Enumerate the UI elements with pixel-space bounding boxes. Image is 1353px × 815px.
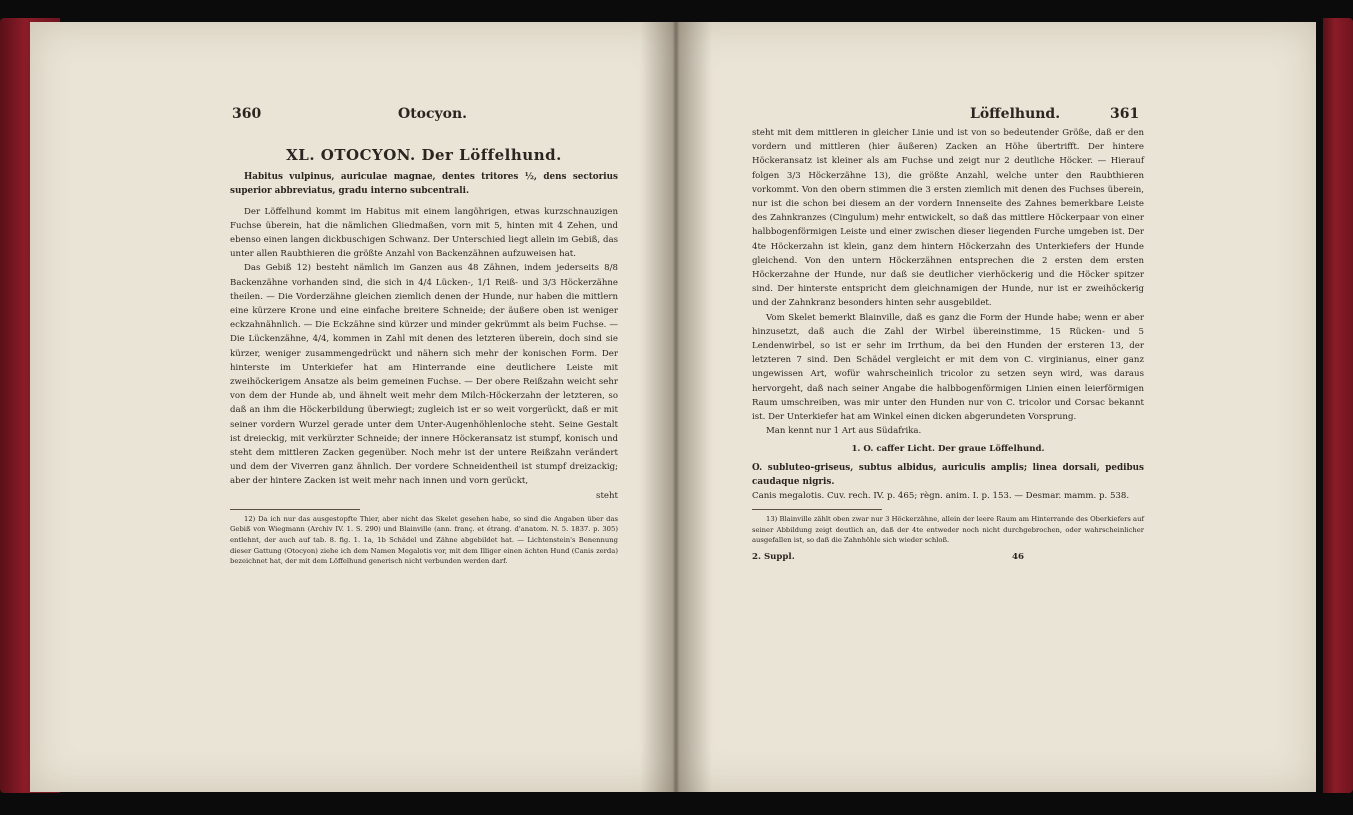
species-heading: 1. O. caffer Licht. Der graue Löffelhund. (851, 444, 1045, 455)
right-paragraph-1: steht mit dem mittleren in gleicher Linie und ist von so bedeutender Größe, daß er den vordern und mittleren (hier äußeren) Zacken an Höhe übertrifft. Der hintere Höckeransatz ist kleiner als am Fuchse und zeigt nur 2 deutliche Höcker. — Hierauf folgen 3/3 Höckerzähne 13), die größte Anzahl, welche unter den Raubthieren vorkommt. Von den obern stimmen die 3 ersten ziemlich mit denen des Fuchses überein, nur ist die schon bei diesem an der vordern Innenseite des Zahnes bemerkbare Leiste des Zahnkranzes (Cingulum) mehr entwickelt, so daß das mittlere Höckerpaar von einer halbbogenförmigen Leiste und einer zwischen dieser liegenden Furche umgeben ist. Der 4te Höckerzahn ist klein, ganz dem hintern Höckerzahn des Unterkiefers der Hunde gleichend. Von den untern Höckerzähnen entsprechen die 2 ersten dem ersten Höckerzahne der Hunde, nur daß sie deutlicher vierhöckerig und die Höcker spitzer sind. Der hinterste entspricht dem gleichnamigen der Hunde, nur ist er zweihöckerig und der Zahnkranz besonders hinten sehr ausgebildet. (752, 128, 1144, 309)
footnote-rule-right (752, 509, 882, 510)
right-paragraph-2: Vom Skelet bemerkt Blainville, daß es ganz die Form der Hunde habe; wenn er aber hinzusetzt, daß auch die Zahl der Wirbel übereinstimme, 15 Rücken- und 5 Lendenwirbel, so ist er sehr im Irrthum, da bei den Hunden der ersteren 13, der letzteren 7 sind. Den Schädel vergleicht er mit dem von C. virginianus, einer ganz ungewissen Art, wofür wahrscheinlich tricolor zu setzen seyn wird, was daraus hervorgeht, daß nach seiner Angabe die halbbogenförmigen Linien einen leierförmigen Raum umschreiben, was mir unter den Hunden nur von C. tricolor und Corsac bekannt ist. Der Unterkiefer hat am Winkel einen dicken abgerundeten Vorsprung. (752, 312, 1144, 423)
synonymy: Canis megalotis. Cuv. rech. IV. p. 465; règn. anim. I. p. 153. — Desmar. mamm. p. 538. (752, 491, 1130, 502)
sheet-number: 46 (1012, 552, 1024, 563)
left-paragraph-2: Das Gebiß 12) besteht nämlich im Ganzen aus 48 Zähnen, indem jederseits 8/8 Backenzähne vorhanden sind, die sich in 4/4 Lücken-, 1/1 Reiß- und 3/3 Höckerzähne theilen. — Die Vorderzähne gleichen ziemlich denen der Hunde, nur haben die mittlern eine kürzere Krone und eine einfache breitere Schneide; der äußere oben ist weniger eckzahnähnlich. — Die Eckzähne sind kürzer und minder gekrümmt als beim Fuchse. — Die Lückenzähne, 4/4, kommen in Zahl mit denen des letzteren überein, doch sind sie kürzer, weniger zusammengedrückt und nähern sich mehr der konischen Form. Der hinterste im Unterkiefer hat am Hinterrande eine deutlichere Leiste mit zweihöckerigem Ansatze als beim gemeinen Fuchse. — Der obere Reißzahn weicht sehr von dem der Hunde ab, und ähnelt weit mehr dem Milch-Höckerzahn der letzteren, so daß an ihm die Höckerbildung überwiegt; zugleich ist er so weit vorgerückt, daß er mit seiner vordern Wurzel gerade unter dem Unter-Augenhöhlenloche steht. Seine Gestalt ist dreieckig, mit verkürzter Schneide; der innere Höckeransatz ist stumpf, konisch und steht dem mittleren Zacken gegenüber. Noch mehr ist der untere Reißzahn verändert und dem der Viverren ganz ähnlich. Der vordere Schneidentheil ist stumpf dreizackig; aber der hintere Zacken ist weit mehr nach innen und vorn gerückt, (230, 263, 618, 487)
catchword: steht (596, 490, 618, 501)
left-paragraph-1: Der Löffelhund kommt im Habitus mit einem langöhrigen, etwas kurzschnauzigen Fuchse überein, hat die nämlichen Gliedmaßen, vorn mit 5, hinten mit 4 Zehen, und ebenso einen langen dickbuschigen Schwanz. Der Unterschied liegt allein im Gebiß, das unter allen Raubthieren die größte Anzahl von Backenzähnen aufzuweisen hat. (230, 206, 618, 260)
right-paragraph-3: Man kennt nur 1 Art aus Südafrika. (766, 426, 922, 437)
right-text-column (752, 108, 1144, 564)
book-cover-right (1323, 18, 1353, 793)
right-footnote: 13) Blainville zählt oben zwar nur 3 Höckerzähne, allein der leere Raum am Hinterrande des Oberkiefers auf seiner Abbildung zeigt deutlich an, daß der 4te entweder noch nicht durchgebrochen, oder wahrscheinlicher ausgefallen ist, so daß die Zahnhöhle sich wieder schloß. (752, 515, 1144, 545)
left-footnote: 12) Da ich nur das ausgestopfte Thier, aber nicht das Skelet gesehen habe, so sind die Angaben über das Gebiß von Wiegmann (Archiv IV. 1. S. 290) und Blainville (ann. franç. et étrang. d'anatom. N. 5. 1837. p. 305) entlehnt, der auch auf tab. 8. fig. 1. 1a, 1b Schädel und Zähne abgebildet hat. — Lichtenstein's Benennung dieser Gattung (Otocyon) ziehe ich dem Namen Megalotis vor, mit dem Illiger einen ächten Hund (Canis zerda) bezeichnet hat, der mit dem Löffelhund generisch nicht verbunden werden darf. (230, 514, 618, 566)
signature-mark: 2. Suppl. (752, 552, 795, 563)
left-running-title: Otocyon. (398, 106, 468, 122)
genus-diagnosis: Habitus vulpinus, auriculae magnae, dentes tritores ½, dens sectorius superior abbreviatus, gradu interno subcentrali. (230, 172, 618, 197)
left-page-number: 360 (232, 106, 262, 122)
right-page-number: 361 (1110, 106, 1140, 122)
chapter-heading: XL. OTOCYON. Der Löffelhund. (286, 146, 562, 164)
species-diagnosis: O. subluteo-griseus, subtus albidus, auriculis amplis; linea dorsali, pedibus caudaque nigris. (752, 462, 1144, 487)
right-running-title: Löffelhund. (970, 106, 1061, 122)
left-text-column (230, 108, 618, 567)
footnote-rule (230, 509, 360, 510)
